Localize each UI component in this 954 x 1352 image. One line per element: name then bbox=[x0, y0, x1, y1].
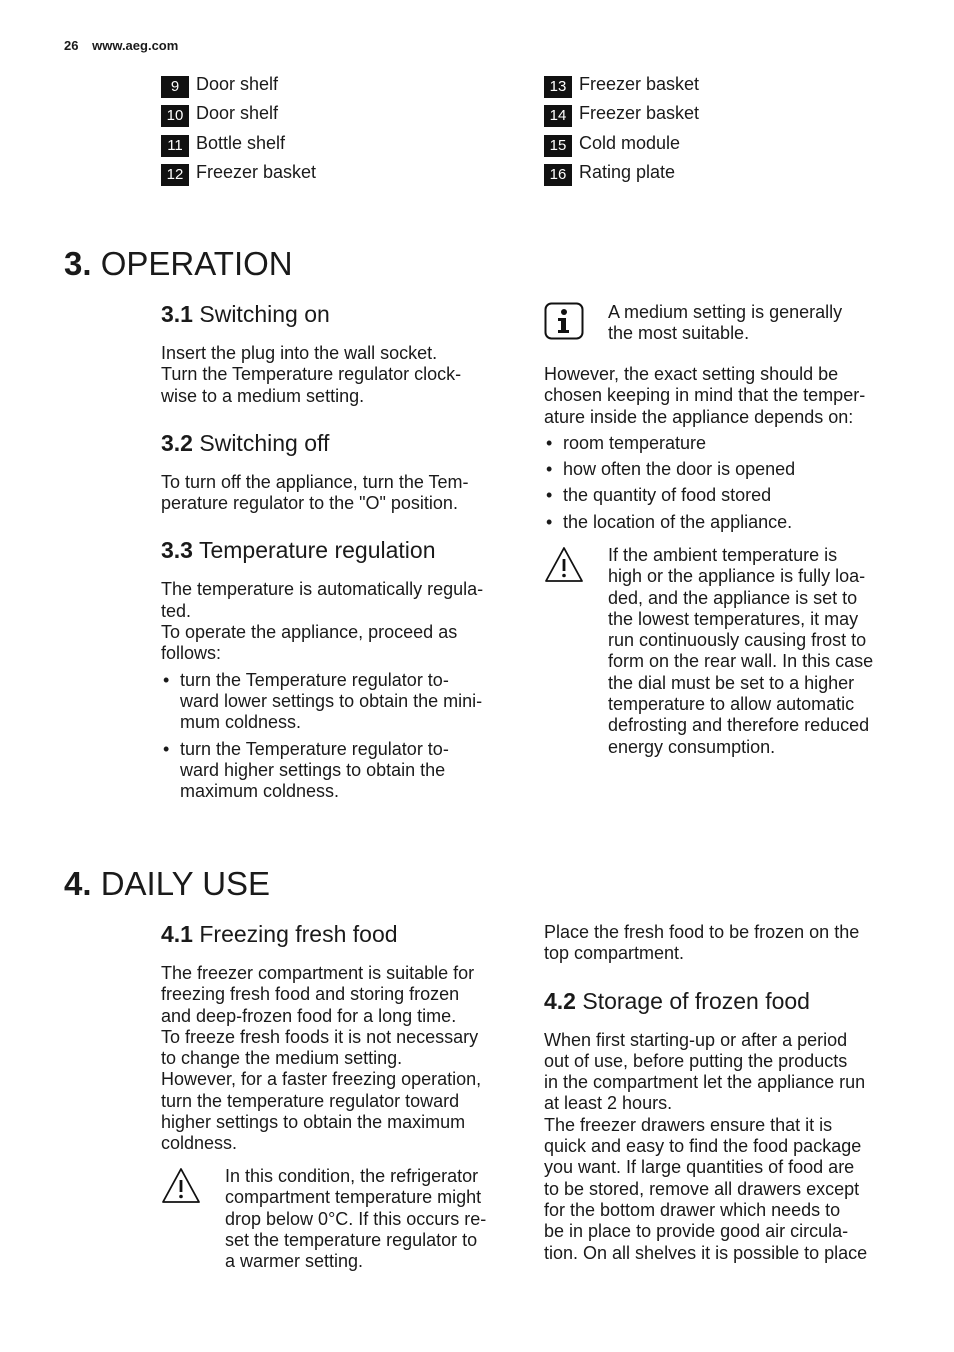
section-title: Freezing fresh food bbox=[199, 921, 398, 947]
part-label: Cold module bbox=[579, 132, 681, 153]
text-line: To operate the appliance, proceed as bbox=[161, 622, 458, 643]
list-item bbox=[161, 132, 501, 161]
text-line: turn the temperature regulator toward bbox=[161, 1090, 460, 1111]
part-label: Rating plate bbox=[579, 161, 676, 182]
chapter-3-left-column bbox=[161, 300, 513, 802]
text-line: quick and easy to find the food package bbox=[544, 1136, 862, 1157]
chapter-3-right-column bbox=[544, 364, 896, 533]
page-header bbox=[64, 38, 178, 53]
list-item bbox=[161, 102, 501, 131]
page-number: 26 bbox=[64, 38, 79, 53]
part-number-badge: 15 bbox=[544, 135, 572, 157]
text-line: run continuously causing frost to bbox=[608, 630, 867, 651]
text-line: defrosting and therefore reduced bbox=[608, 715, 870, 736]
section-3-3-bullets bbox=[161, 670, 513, 803]
list-item bbox=[161, 161, 501, 190]
text-line: higher settings to obtain the maximum bbox=[161, 1112, 466, 1133]
chapter-4-left-column bbox=[161, 920, 513, 1155]
text-line: form on the rear wall. In this case bbox=[608, 651, 874, 672]
parts-list-left bbox=[161, 73, 501, 190]
text-line: energy consumption. bbox=[608, 736, 776, 757]
part-label: Freezer basket bbox=[579, 103, 700, 124]
text-line: In this condition, the refrigerator bbox=[225, 1166, 479, 1186]
section-title: Switching off bbox=[199, 429, 330, 456]
part-label: Freezer basket bbox=[579, 74, 700, 94]
text-line: Insert the plug into the wall socket. bbox=[161, 343, 438, 363]
part-number-badge: 10 bbox=[161, 105, 189, 127]
text-line: ded, and the appliance is set to bbox=[608, 587, 858, 608]
part-number-badge: 12 bbox=[161, 164, 189, 186]
part-number-badge: 14 bbox=[544, 105, 572, 127]
section-number: 3.2 bbox=[161, 429, 193, 456]
section-3-1-heading bbox=[161, 300, 513, 328]
section-3-3-heading bbox=[161, 536, 513, 564]
text-line: The temperature is automatically regula- bbox=[161, 579, 484, 600]
chapter-4-right-column bbox=[544, 922, 896, 1264]
section-number: 4.2 bbox=[544, 987, 576, 1014]
text-line: However, the exact setting should be bbox=[544, 364, 839, 384]
text-line: ward lower settings to obtain the mini- bbox=[180, 690, 483, 711]
text-line: top compartment. bbox=[544, 943, 685, 964]
text-line: you want. If large quantities of food are bbox=[544, 1157, 855, 1178]
list-item bbox=[544, 161, 884, 190]
part-label: Door shelf bbox=[196, 103, 279, 124]
text-line: to change the medium setting. bbox=[161, 1048, 403, 1069]
warning-note-freezing bbox=[161, 1166, 517, 1276]
list-item bbox=[161, 670, 513, 734]
text-line: out of use, before putting the products bbox=[544, 1050, 848, 1071]
part-label: Door shelf bbox=[196, 74, 279, 94]
section-3-2-heading bbox=[161, 429, 513, 457]
chapter-number: 4. bbox=[64, 865, 92, 902]
text-line: If the ambient temperature is bbox=[608, 545, 838, 565]
text-line: turn the Temperature regulator to- bbox=[180, 669, 449, 690]
list-item: • room temperature bbox=[544, 433, 896, 454]
text-line: perature regulator to the "O" position. bbox=[161, 493, 458, 514]
text-line: When first starting-up or after a period bbox=[544, 1029, 848, 1050]
text-line: Turn the Temperature regulator clock- bbox=[161, 364, 462, 385]
text-line: ted. bbox=[161, 600, 192, 621]
text-line: Place the fresh food to be frozen on the bbox=[544, 922, 860, 942]
section-3-3-body bbox=[161, 579, 513, 664]
section-title: Storage of frozen food bbox=[582, 987, 810, 1014]
text-line: follows: bbox=[161, 643, 222, 664]
warning-icon bbox=[544, 545, 584, 590]
text-line: ature inside the appliance depends on: bbox=[544, 406, 854, 427]
list-item bbox=[544, 132, 884, 161]
list-item bbox=[544, 73, 884, 102]
chapter-title: DAILY USE bbox=[100, 865, 271, 902]
text-line: maximum coldness. bbox=[180, 781, 340, 802]
section-4-1-body bbox=[161, 963, 513, 1155]
text-line: To freeze fresh foods it is not necessary bbox=[161, 1026, 479, 1047]
section-4-2-body bbox=[544, 1030, 896, 1264]
text-line: The freezer drawers ensure that it is bbox=[544, 1114, 833, 1135]
text-line: tion. On all shelves it is possible to place bbox=[544, 1242, 868, 1263]
parts-list-right bbox=[544, 73, 884, 190]
text-line: for the bottom drawer which needs to bbox=[544, 1199, 841, 1220]
list-item: • how often the door is opened bbox=[544, 459, 896, 480]
text-line: a warmer setting. bbox=[225, 1251, 364, 1272]
part-label: Bottle shelf bbox=[196, 132, 286, 153]
section-4-1-heading bbox=[161, 920, 513, 948]
section-title: Temperature regulation bbox=[198, 537, 436, 564]
section-4-2-heading bbox=[544, 987, 896, 1015]
text-line: A medium setting is generally bbox=[608, 302, 843, 322]
warning-note-text bbox=[225, 1166, 515, 1272]
section-title: Switching on bbox=[199, 301, 330, 327]
warning-note bbox=[544, 545, 900, 765]
text-line: coldness. bbox=[161, 1133, 238, 1154]
text-line: chosen keeping in mind that the temper- bbox=[544, 385, 866, 406]
list-item bbox=[161, 73, 501, 102]
text-line: drop below 0°C. If this occurs re- bbox=[225, 1208, 487, 1229]
text-line: ward higher settings to obtain the bbox=[180, 759, 446, 780]
text-line: turn the Temperature regulator to- bbox=[180, 738, 449, 759]
info-note bbox=[544, 302, 900, 348]
website-url: www.aeg.com bbox=[92, 38, 179, 53]
text-line: However, for a faster freezing operation, bbox=[161, 1069, 482, 1090]
section-number: 3.3 bbox=[161, 537, 193, 564]
text-line: wise to a medium setting. bbox=[161, 385, 365, 406]
section-3-1-body bbox=[161, 343, 513, 407]
chapter-4-heading bbox=[64, 864, 270, 904]
chapter-title: OPERATION bbox=[100, 245, 293, 282]
text-line: mum coldness. bbox=[180, 712, 302, 733]
chapter-3-heading bbox=[64, 244, 293, 284]
text-line: be in place to provide good air circula- bbox=[544, 1221, 849, 1242]
info-note-text bbox=[608, 302, 898, 345]
warning-icon bbox=[161, 1166, 201, 1211]
section-3-2-body bbox=[161, 472, 513, 515]
text-line: and deep-frozen food for a long time. bbox=[161, 1005, 457, 1026]
text-line: set the temperature regulator to bbox=[225, 1229, 478, 1250]
text-line: at least 2 hours. bbox=[544, 1093, 673, 1114]
part-number-badge: 11 bbox=[161, 135, 189, 157]
fresh-food-paragraph bbox=[544, 922, 896, 965]
list-item bbox=[161, 739, 513, 803]
text-line: To turn off the appliance, turn the Tem- bbox=[161, 471, 469, 492]
text-line: the most suitable. bbox=[608, 323, 750, 344]
part-number-badge: 9 bbox=[161, 76, 189, 98]
dependency-paragraph bbox=[544, 364, 896, 428]
list-item: • the quantity of food stored bbox=[544, 485, 896, 506]
text-line: the dial must be set to a higher bbox=[608, 672, 855, 693]
text-line: to be stored, remove all drawers except bbox=[544, 1178, 860, 1199]
list-item bbox=[544, 102, 884, 131]
text-line: in the compartment let the appliance run bbox=[544, 1072, 866, 1093]
section-number: 4.1 bbox=[161, 921, 193, 947]
dependency-bullets bbox=[544, 433, 896, 533]
text-line: high or the appliance is fully loa- bbox=[608, 566, 866, 587]
text-line: temperature to allow automatic bbox=[608, 694, 855, 715]
text-line: freezing fresh food and storing frozen bbox=[161, 984, 460, 1005]
part-number-badge: 16 bbox=[544, 164, 572, 186]
text-line: compartment temperature might bbox=[225, 1187, 482, 1208]
chapter-number: 3. bbox=[64, 245, 92, 282]
section-number: 3.1 bbox=[161, 301, 193, 327]
list-item: • the location of the appliance. bbox=[544, 512, 896, 533]
info-icon bbox=[544, 302, 584, 345]
part-number-badge: 13 bbox=[544, 76, 572, 98]
warning-note-text bbox=[608, 545, 898, 758]
text-line: the lowest temperatures, it may bbox=[608, 608, 859, 629]
text-line: The freezer compartment is suitable for bbox=[161, 963, 475, 983]
part-label: Freezer basket bbox=[196, 161, 317, 182]
